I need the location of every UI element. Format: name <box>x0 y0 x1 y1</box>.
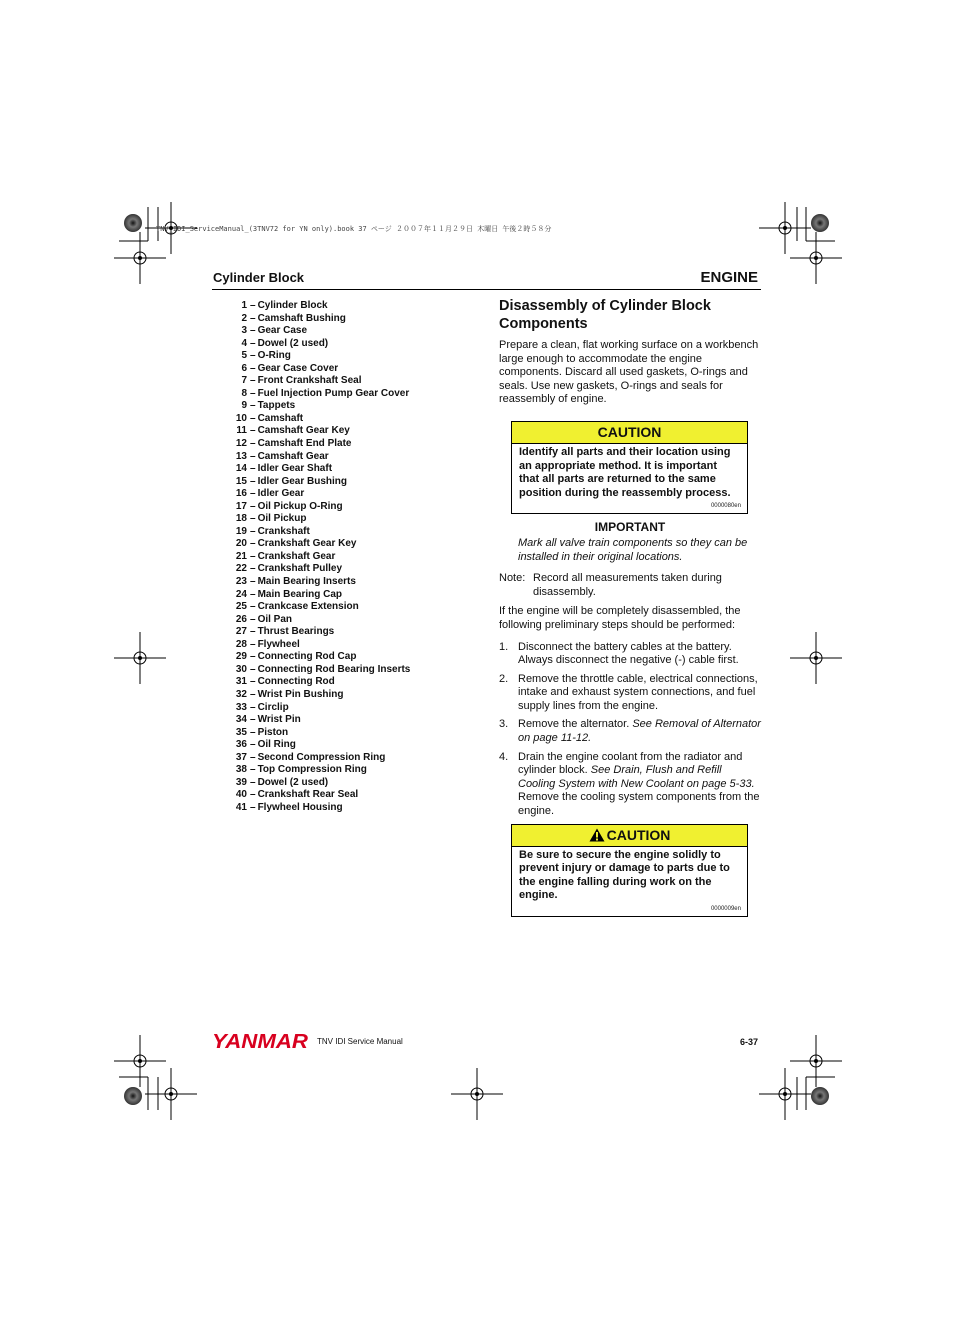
step-3: 3. Remove the alternator. See Removal of Alternator on page 11-12. <box>499 718 761 745</box>
part-name: Crankshaft Gear Key <box>257 538 357 550</box>
part-number: 21 <box>235 550 247 562</box>
caution-box-1 <box>511 421 748 514</box>
parts-list-item: 22 – Crankshaft Pulley <box>232 563 410 576</box>
part-name: Wrist Pin Bushing <box>257 688 344 700</box>
part-number: 5 <box>241 350 247 362</box>
parts-list-item: 34 – Wrist Pin <box>232 714 410 727</box>
caution-title: CAUTION <box>512 825 747 847</box>
part-name: Connecting Rod Cap <box>257 651 357 663</box>
cross-reference-link[interactable]: See Removal of Alternator on page 11-12. <box>518 718 761 745</box>
part-number: 38 <box>235 764 247 776</box>
part-number: 10 <box>235 412 247 424</box>
parts-list-item: 27 – Thrust Bearings <box>232 626 410 639</box>
part-number: 36 <box>235 739 247 751</box>
part-name: Circlip <box>257 701 289 713</box>
parts-list-item: 11 – Camshaft Gear Key <box>232 425 410 438</box>
parts-list-item: 12 – Camshaft End Plate <box>232 438 410 451</box>
part-name: Tappets <box>257 400 296 412</box>
part-number: 23 <box>235 576 247 588</box>
parts-list-item: 25 – Crankcase Extension <box>232 601 410 614</box>
footer-manual-title: TNV IDI Service Manual <box>317 1037 403 1046</box>
parts-list-item: 32 – Wrist Pin Bushing <box>232 689 410 702</box>
note <box>499 572 761 599</box>
part-number: 29 <box>235 651 247 663</box>
part-name: Top Compression Ring <box>257 764 367 776</box>
parts-list-item: 40 – Crankshaft Rear Seal <box>232 789 410 802</box>
caution-code: 0000009en <box>710 906 741 912</box>
part-number: 8 <box>241 387 247 399</box>
steps-list <box>499 641 761 819</box>
parts-list-item: 4 – Dowel (2 used) <box>232 338 410 351</box>
part-number: 7 <box>241 375 247 387</box>
part-name: Main Bearing Inserts <box>257 576 356 588</box>
part-name: Crankcase Extension <box>257 601 359 613</box>
parts-list-item: 29 – Connecting Rod Cap <box>232 651 410 664</box>
part-name: Flywheel <box>257 638 300 650</box>
caution-code: 0000080en <box>710 503 741 510</box>
part-name: Crankshaft Gear <box>257 550 336 562</box>
important-text: Mark all valve train components so they can be installed in their original locations. <box>518 536 748 563</box>
header-rule <box>212 289 761 290</box>
note-text: Record all measurements taken during disassembly. <box>533 572 722 598</box>
part-number: 28 <box>235 638 247 650</box>
parts-list <box>232 300 410 814</box>
part-number: 9 <box>241 400 247 412</box>
parts-list-item: 5 – O-Ring <box>232 350 410 363</box>
parts-list-item: 24 – Main Bearing Cap <box>232 589 410 602</box>
chapter-title: ENGINE <box>700 269 758 286</box>
part-name: Second Compression Ring <box>257 751 386 763</box>
parts-list-item: 13 – Camshaft Gear <box>232 451 410 464</box>
part-number: 24 <box>235 588 247 600</box>
part-number: 17 <box>235 500 247 512</box>
parts-list-item: 7 – Front Crankshaft Seal <box>232 375 410 388</box>
caution-title: CAUTION <box>512 422 747 444</box>
parts-list-item: 9 – Tappets <box>232 400 410 413</box>
part-name: Oil Pan <box>257 613 293 625</box>
part-number: 34 <box>235 714 247 726</box>
part-name: Flywheel Housing <box>257 801 343 813</box>
part-number: 4 <box>241 337 247 349</box>
part-number: 26 <box>235 613 247 625</box>
caution-text: Identify all parts and their location using an appropriate method. It is important that all parts are returned to the same position during the reassembly process. <box>519 445 731 499</box>
page-heading: Disassembly of Cylinder Block Components <box>499 298 711 332</box>
part-number: 15 <box>235 475 247 487</box>
part-name: Camshaft End Plate <box>257 438 352 450</box>
part-number: 12 <box>235 438 247 450</box>
parts-list-item: 1 – Cylinder Block <box>232 300 410 313</box>
part-number: 40 <box>235 789 247 801</box>
parts-list-item: 37 – Second Compression Ring <box>232 752 410 765</box>
part-number: 20 <box>235 538 247 550</box>
part-name: O-Ring <box>257 350 291 362</box>
parts-list-item: 39 – Dowel (2 used) <box>232 777 410 790</box>
part-name: Cylinder Block <box>257 300 328 311</box>
part-number: 18 <box>235 513 247 525</box>
part-name: Thrust Bearings <box>257 626 335 638</box>
parts-list-item: 26 – Oil Pan <box>232 614 410 627</box>
caution-box-2 <box>511 824 748 917</box>
part-name: Oil Pickup O-Ring <box>257 500 343 512</box>
parts-list-item: 15 – Idler Gear Bushing <box>232 476 410 489</box>
part-name: Crankshaft <box>257 525 310 537</box>
parts-list-item: 28 – Flywheel <box>232 639 410 652</box>
part-number: 41 <box>235 801 247 813</box>
part-name: Dowel (2 used) <box>257 776 329 788</box>
parts-list-item: 41 – Flywheel Housing <box>232 802 410 815</box>
parts-list-item: 18 – Oil Pickup <box>232 513 410 526</box>
part-name: Gear Case Cover <box>257 362 339 374</box>
note-label: Note: <box>499 572 526 585</box>
main-column <box>499 297 761 924</box>
part-number: 3 <box>241 325 247 337</box>
print-info: TNV_IDI_ServiceManual_(3TNV72 for YN only).book 37 ページ ２００７年１１月２９日 木曜日 午後２時５８分 <box>156 225 552 233</box>
parts-list-item: 3 – Gear Case <box>232 325 410 338</box>
part-name: Oil Pickup <box>257 513 307 525</box>
parts-list-item: 19 – Crankshaft <box>232 526 410 539</box>
parts-list-item: 16 – Idler Gear <box>232 488 410 501</box>
part-number: 39 <box>235 776 247 788</box>
part-number: 37 <box>235 751 247 763</box>
part-name: Main Bearing Cap <box>257 588 343 600</box>
part-number: 1 <box>241 300 247 311</box>
caution-text: Be sure to secure the engine solidly to prevent injury or damage to parts due to the engine falling during work on the engine. <box>519 848 730 902</box>
part-number: 14 <box>235 463 247 475</box>
step-2: 2. Remove the throttle cable, electrical connections, intake and exhaust system connections, and fuel supply lines from the engine. <box>499 672 758 712</box>
page-number: 6-37 <box>739 1037 758 1047</box>
section-title: Cylinder Block <box>213 270 305 285</box>
part-name: Idler Gear <box>257 488 305 500</box>
parts-list-item: 36 – Oil Ring <box>232 739 410 752</box>
parts-list-item: 8 – Fuel Injection Pump Gear Cover <box>232 388 410 401</box>
part-number: 16 <box>235 488 247 500</box>
part-number: 32 <box>235 688 247 700</box>
step-1: 1. Disconnect the battery cables at the battery. Always disconnect the negative (-) cable first. <box>499 640 739 667</box>
parts-list-item: 6 – Gear Case Cover <box>232 363 410 376</box>
part-name: Wrist Pin <box>257 714 301 726</box>
part-number: 2 <box>241 312 247 324</box>
part-name: Gear Case <box>257 325 308 337</box>
part-number: 11 <box>236 425 247 437</box>
parts-list-item: 14 – Idler Gear Shaft <box>232 463 410 476</box>
part-name: Camshaft Gear <box>257 450 329 462</box>
parts-list-item: 23 – Main Bearing Inserts <box>232 576 410 589</box>
parts-list-item: 35 – Piston <box>232 727 410 740</box>
parts-list-item: 33 – Circlip <box>232 702 410 715</box>
part-name: Camshaft <box>257 412 304 424</box>
cross-reference-link[interactable]: See Drain, Flush and Refill Cooling System with New Coolant on page 5-33. <box>518 764 755 790</box>
part-number: 22 <box>235 563 247 575</box>
part-name: Front Crankshaft Seal <box>257 375 362 387</box>
parts-list-item: 21 – Crankshaft Gear <box>232 551 410 564</box>
intro-paragraph: Prepare a clean, flat working surface on a workbench large enough to accommodate the engine components. Discard all used gaskets, O-rings and seals. Use new gaskets, O-rings and seals for reassembly of engine. <box>499 339 759 406</box>
parts-list-item: 2 – Camshaft Bushing <box>232 313 410 326</box>
part-number: 30 <box>235 663 247 675</box>
important-title: IMPORTANT <box>594 520 666 535</box>
parts-list-item: 30 – Connecting Rod Bearing Inserts <box>232 664 410 677</box>
part-name: Crankshaft Rear Seal <box>257 789 359 801</box>
part-number: 13 <box>235 450 247 462</box>
part-name: Crankshaft Pulley <box>257 563 343 575</box>
part-name: Piston <box>257 726 289 738</box>
part-name: Idler Gear Shaft <box>257 463 333 475</box>
warning-triangle-icon <box>589 828 605 842</box>
part-number: 25 <box>235 601 247 613</box>
part-name: Oil Ring <box>257 739 296 751</box>
part-name: Connecting Rod <box>257 676 335 688</box>
part-name: Dowel (2 used) <box>257 337 329 349</box>
part-number: 35 <box>235 726 247 738</box>
logo-text: YANMAR <box>212 1031 309 1052</box>
parts-list-item: 38 – Top Compression Ring <box>232 764 410 777</box>
prelim-paragraph: If the engine will be completely disassembled, the following preliminary steps should be performed: <box>499 605 741 631</box>
part-number: 19 <box>235 525 247 537</box>
parts-list-item: 10 – Camshaft <box>232 413 410 426</box>
part-number: 27 <box>235 626 247 638</box>
step-4: 4. Drain the engine coolant from the radiator and cylinder block. See Drain, Flush and Refill Cooling System with New Coolant on page 5-33. Remove the cooling system components from the engine. <box>499 750 760 818</box>
part-name: Idler Gear Bushing <box>257 475 348 487</box>
part-name: Camshaft Bushing <box>257 312 346 324</box>
parts-list-item: 20 – Crankshaft Gear Key <box>232 538 410 551</box>
yanmar-logo <box>212 1030 310 1052</box>
part-name: Camshaft Gear Key <box>257 425 350 437</box>
part-name: Connecting Rod Bearing Inserts <box>257 663 411 675</box>
part-number: 6 <box>241 362 247 374</box>
part-number: 33 <box>235 701 247 713</box>
part-name: Fuel Injection Pump Gear Cover <box>257 387 410 399</box>
parts-list-item: 17 – Oil Pickup O-Ring <box>232 501 410 514</box>
parts-list-item: 31 – Connecting Rod <box>232 676 410 689</box>
part-number: 31 <box>235 676 247 688</box>
